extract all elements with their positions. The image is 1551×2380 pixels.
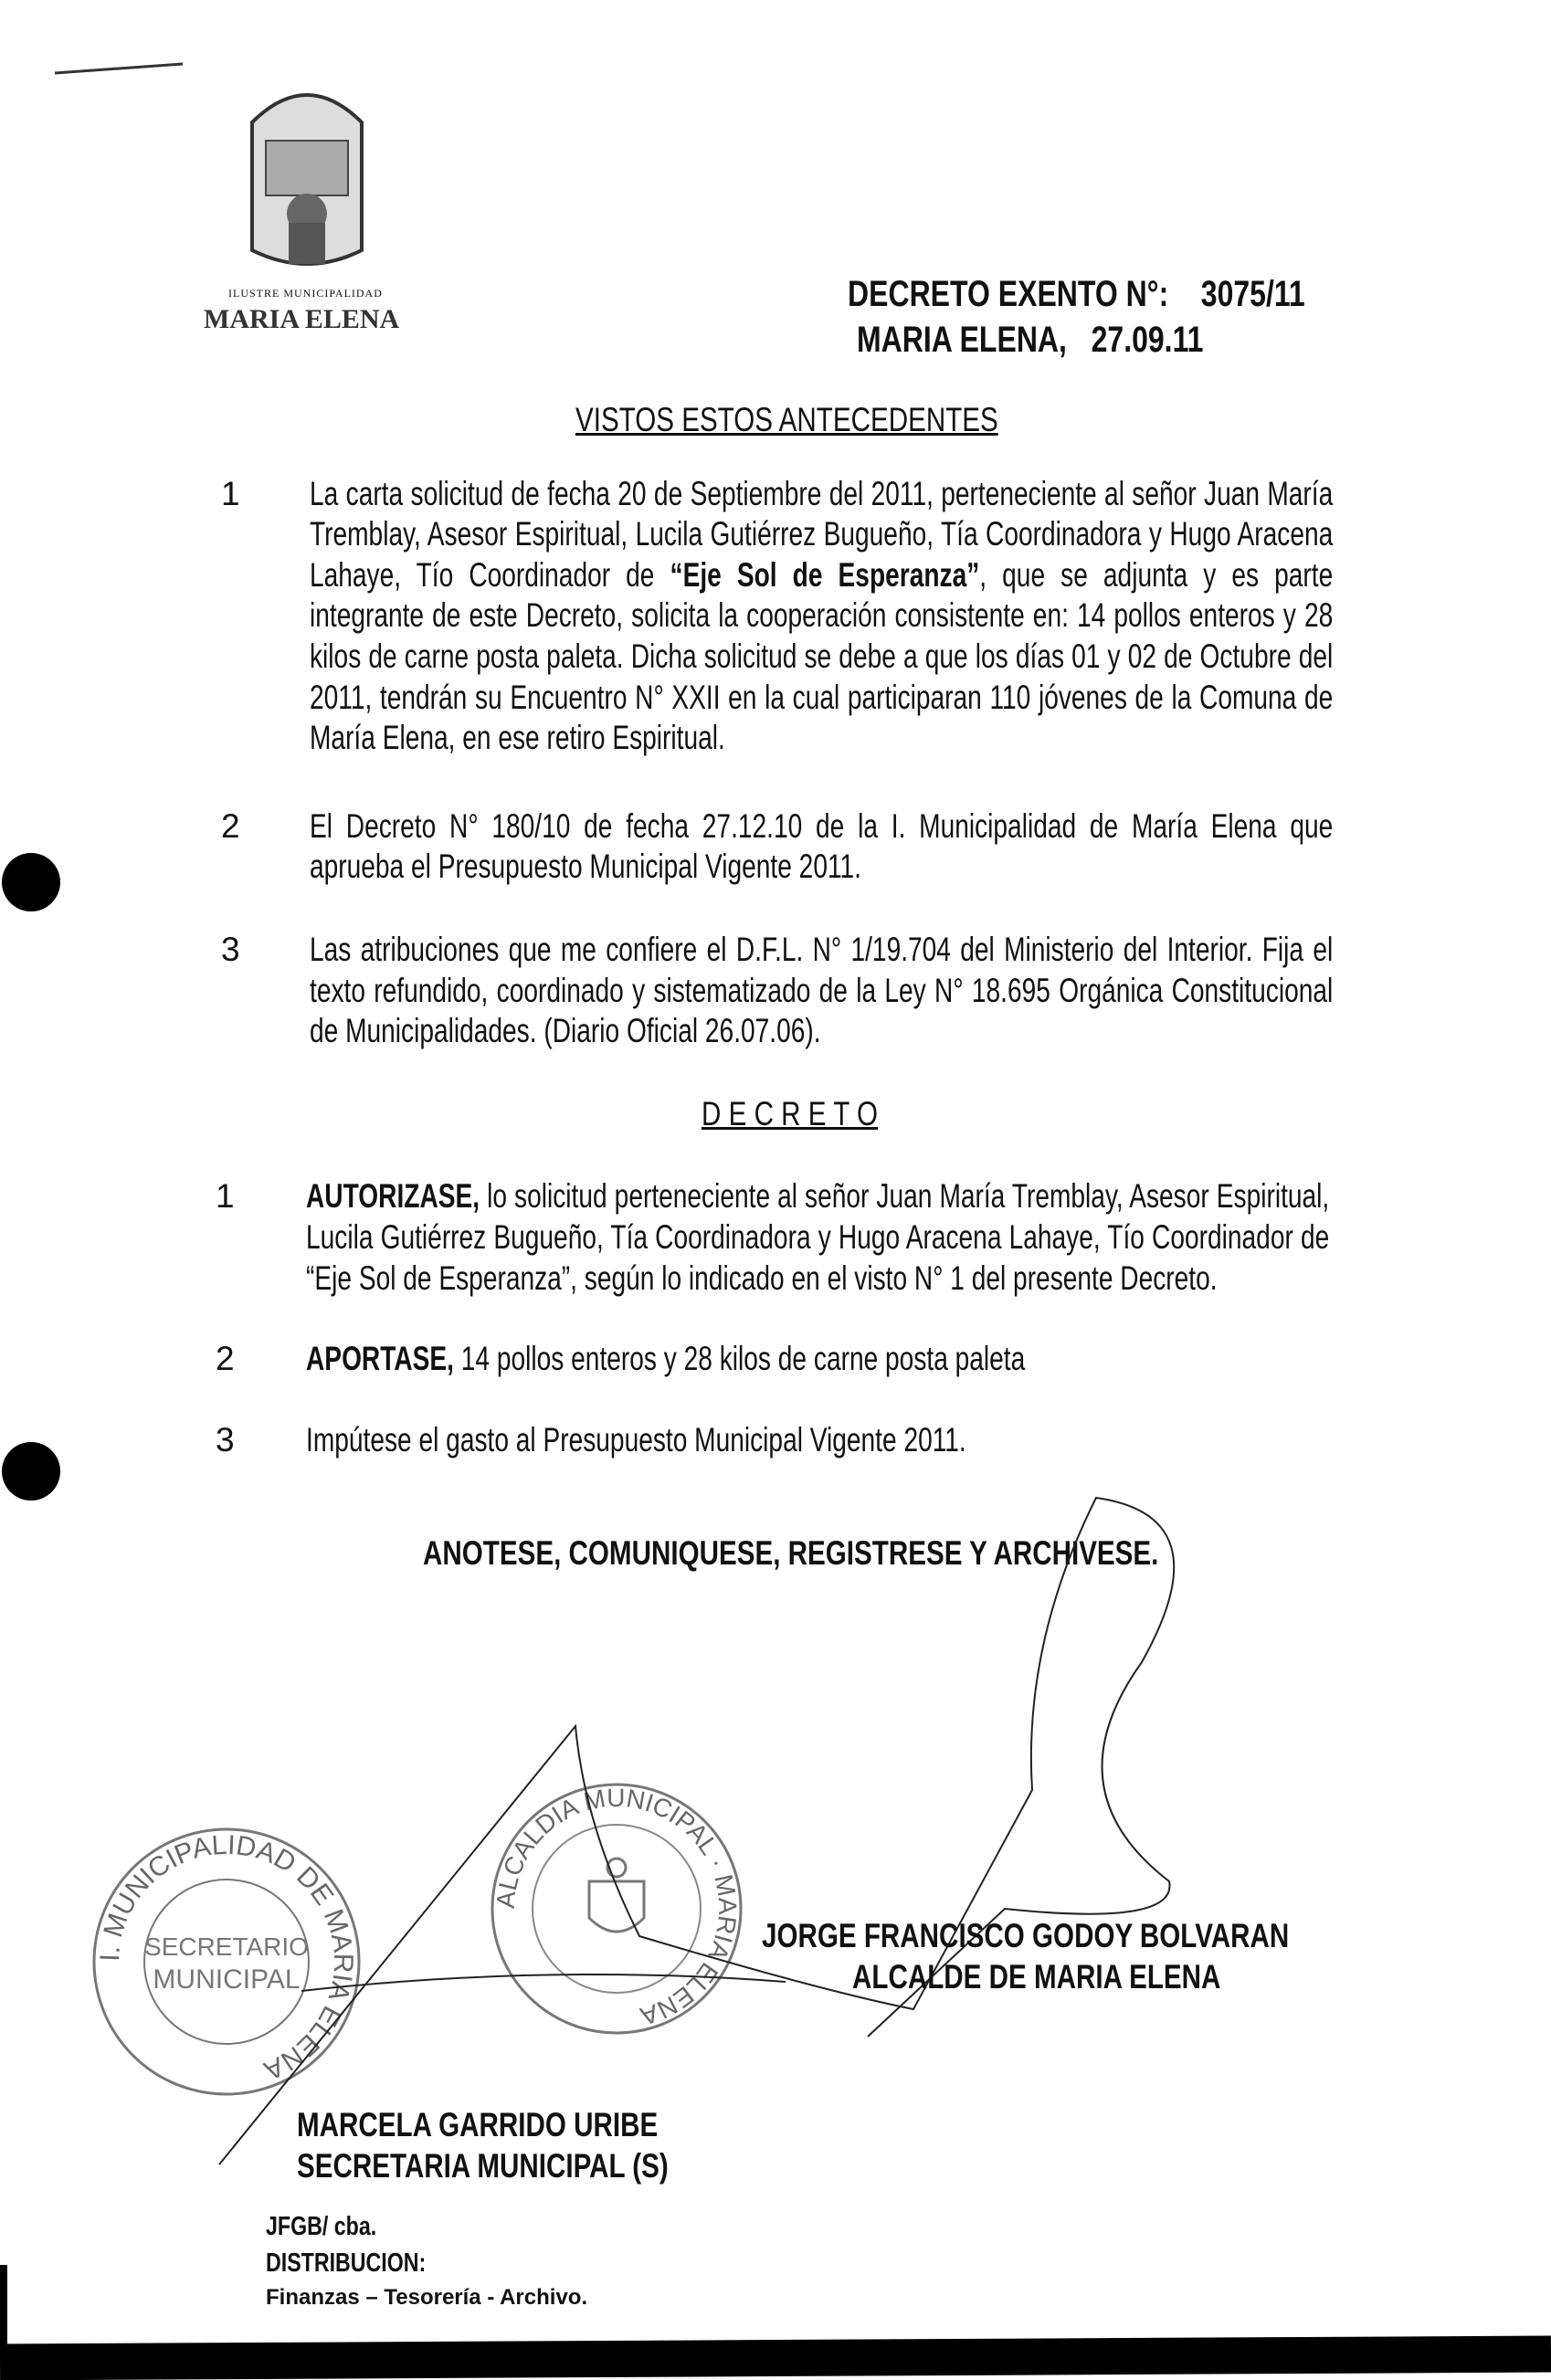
visto-text: Las atribuciones que me confiere el D.F.L. N° 1/19.704 del Ministerio del Interior. Fija el texto refundido, coordinado y sistematizado de la Ley N° 18.695 Orgánica Constitucional de Municipalidades. (Diario Oficial 26.07.06). [310, 930, 1334, 1050]
vistos-heading: VISTOS ESTOS ANTECEDENTES [575, 401, 998, 438]
scan-border-left [0, 2265, 7, 2364]
decreto-number: 1 [216, 1177, 235, 1216]
visto-number: 2 [221, 806, 240, 845]
visto-bold-text: “Eje Sol de Esperanza” [670, 555, 980, 594]
decree-label: DECRETO EXENTO N°: [848, 274, 1169, 314]
mayor-name: JORGE FRANCISCO GODOY BOLVARAN [762, 1917, 1290, 1954]
distribution-label: DISTRIBUCION: [266, 2248, 427, 2278]
punch-hole [2, 1442, 60, 1501]
visto-number: 1 [221, 474, 240, 512]
distribution-list: Finanzas – Tesorería - Archivo. [266, 2285, 588, 2310]
decreto-number: 3 [216, 1420, 235, 1459]
decreto-bold-text: AUTORIZASE, [306, 1177, 480, 1216]
visto-text: El Decreto N° 180/10 de fecha 27.12.10 de la I. Municipalidad de María Elena que aprueba el Presupuesto Municipal Vigente 2011. [310, 806, 1334, 886]
secretary-title: SECRETARIA MUNICIPAL (S) [297, 2147, 669, 2185]
stamp-ring-text: ALCALDIA MUNICIPAL · MARIA ELENA [491, 1783, 743, 2031]
visto-number: 3 [221, 930, 240, 968]
punch-hole [2, 853, 60, 911]
decreto-text: lo solicitud perteneciente al señor Juan María Tremblay, Asesor Espiritual, Lucila Gutiérrez Bugueño, Tía Coordinadora y Hugo Aracena Lahaye, Tío Coordinador de “Eje Sol de Esperanza”, según lo indicado en el visto N° 1 del presente Decreto. [306, 1177, 1330, 1297]
decreto-number: 2 [216, 1340, 235, 1378]
decree-number: 3075/11 [1200, 274, 1305, 314]
decreto-text: Impútese el gasto al Presupuesto Municipal Vigente 2011. [306, 1420, 966, 1459]
closing-formula: ANOTESE, COMUNIQUESE, REGISTRESE Y ARCHIVESE. [423, 1534, 1159, 1573]
decreto-heading: D E C R E T O [702, 1094, 878, 1132]
visto-text: , que se adjunta y es parte integrante de este Decreto, solicita la cooperación consistente en: 14 pollos enteros y 28 kilos de carne posta paleta. Dicha solicitud se debe a que los días 01 y 02 de Octubre del 2011, tendrán su Encuentro N° XXII en la cual participaran 110 jóvenes de la Comuna de María Elena, en ese retiro Espiritual. [310, 555, 1334, 757]
decreto-bold-text: APORTASE, [306, 1340, 454, 1378]
initials: JFGB/ cba. [266, 2212, 377, 2241]
stamp-center-text: SECRETARIO [144, 1932, 309, 1961]
secretary-name: MARCELA GARRIDO URIBE [297, 2106, 659, 2143]
decreto-text: 14 pollos enteros y 28 kilos de carne posta paleta [453, 1340, 1026, 1378]
visto-text: La carta solicitud de fecha 20 de Septiembre del 2011, perteneciente al señor Juan María Tremblay, Asesor Espiritual, Lucila Gutiérrez Bugueño, Tía Coordinadora y Hugo Aracena Lahaye, Tío Coordinador de [310, 474, 1334, 594]
scan-border-bottom [0, 2336, 1551, 2380]
decree-date: 27.09.11 [1091, 320, 1204, 360]
logo-caption-large: MARIA ELENA [204, 304, 400, 334]
stamp-center-text: MUNICIPAL [153, 1964, 301, 1995]
mayor-title: ALCALDE DE MARIA ELENA [852, 1958, 1221, 1996]
logo-caption-small: ILUSTRE MUNICIPALIDAD [228, 287, 383, 300]
stamp-ring-text: I. MUNICIPALIDAD DE MARIA ELENA [94, 1829, 359, 2086]
place-label: MARIA ELENA, [857, 320, 1067, 360]
